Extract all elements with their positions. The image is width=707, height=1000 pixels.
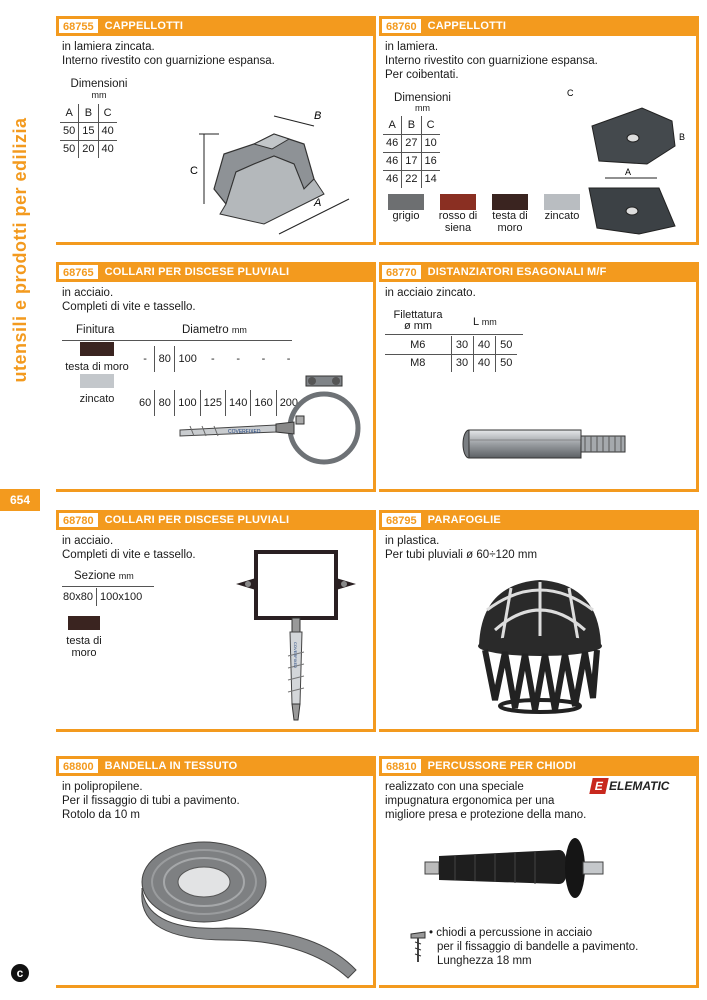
dimension-label-a: A	[314, 197, 322, 209]
desc-line: migliore presa e protezione della mano.	[385, 809, 587, 821]
product-title: BANDELLA IN TESSUTO	[104, 760, 238, 772]
note-line: per il fissaggio di bandelle a pavimento.	[437, 941, 639, 953]
desc-line: Per coibentati.	[385, 69, 459, 81]
dimensions-label: Dimensioni	[70, 78, 128, 90]
color-label: zincato	[79, 393, 115, 405]
table-cell: 20	[79, 140, 98, 158]
section-unit: mm	[118, 571, 134, 581]
color-swatch-grigio	[388, 194, 424, 210]
length-heading	[473, 316, 497, 328]
table-cell: 80	[155, 390, 175, 416]
desc-line: Interno rivestito con guarnizione espansa.	[385, 55, 598, 67]
panel-header	[379, 510, 696, 530]
table-cell: M8	[410, 357, 426, 370]
color-label: testa di moro	[492, 210, 528, 234]
desc-line: Per il fissaggio di tubi a pavimento.	[62, 795, 240, 807]
table-cell: 16	[421, 152, 440, 170]
table-row	[383, 170, 440, 188]
table-cell: M6	[385, 336, 451, 354]
product-panel-68770	[379, 262, 699, 492]
cap-illustration	[567, 76, 692, 241]
table-cell: 46	[383, 152, 402, 170]
table-cell: 50	[63, 143, 76, 156]
color-label: rosso di siena	[438, 210, 478, 234]
length-label: L	[473, 316, 479, 328]
fabric-tape-roll-illustration	[116, 832, 366, 980]
product-title: CAPPELLOTTI	[427, 20, 507, 32]
dimension-label-a: A	[625, 167, 632, 177]
dimensions-heading	[385, 92, 460, 113]
table-cell: 40	[473, 354, 495, 372]
product-panel-68755	[56, 16, 376, 245]
table-cell: 50	[495, 354, 517, 372]
product-panel-68795	[379, 510, 699, 732]
desc-line: in polipropilene.	[62, 781, 143, 793]
header-divider	[62, 586, 154, 587]
table-row	[60, 122, 117, 140]
table-cell: 40	[473, 336, 495, 354]
product-description	[56, 36, 373, 68]
product-title: CAPPELLOTTI	[104, 20, 184, 32]
table-cell: 10	[421, 134, 440, 152]
pipe-collar-illustration	[176, 370, 371, 488]
table-cell: 46	[386, 173, 399, 186]
product-title: DISTANZIATORI ESAGONALI M/F	[427, 266, 607, 278]
table-row	[383, 134, 440, 152]
desc-line: Interno rivestito con guarnizione espansa.	[62, 55, 275, 67]
table-cell: -	[236, 353, 240, 365]
product-title: COLLARI PER DISCESE PLUVIALI	[104, 266, 290, 278]
table-cell: 17	[402, 152, 421, 170]
table-cell: -	[210, 353, 215, 365]
product-panel-68810	[379, 756, 699, 988]
thread-unit: ø mm	[403, 320, 433, 332]
product-title: PARAFOGLIE	[427, 514, 501, 526]
desc-line: in lamiera.	[385, 41, 439, 53]
panel-header	[379, 262, 696, 282]
table-cell: 40	[98, 140, 117, 158]
table-cell: 125	[200, 390, 225, 416]
desc-line: Per tubi pluviali ø 60÷120 mm	[385, 549, 538, 561]
table-row	[383, 152, 440, 170]
square-collar-illustration	[228, 544, 368, 729]
table-cell: 200	[276, 390, 301, 416]
table-cell: 100	[175, 346, 200, 372]
desc-line: impugnatura ergonomica per una	[385, 795, 555, 807]
product-code: 68770	[381, 264, 422, 280]
section-label: Sezione	[74, 570, 116, 582]
product-code: 68800	[58, 758, 99, 774]
diameter-unit: mm	[231, 325, 247, 335]
product-description	[379, 776, 599, 822]
dimensions-heading	[64, 78, 134, 100]
section-heading	[74, 570, 134, 582]
table-cell: 15	[79, 122, 98, 140]
product-description	[379, 530, 696, 562]
spacer-table	[385, 336, 517, 372]
table-row	[60, 140, 117, 158]
thread-heading	[385, 310, 451, 332]
table-cell: -	[261, 353, 266, 365]
section-table	[60, 588, 145, 606]
panel-header	[379, 16, 696, 36]
product-description	[56, 282, 373, 314]
table-row	[385, 336, 517, 354]
table-cell: 40	[98, 122, 117, 140]
diameter-heading	[182, 324, 247, 336]
panel-header	[56, 510, 373, 530]
nail-note	[429, 926, 638, 968]
desc-line: realizzato con una speciale	[385, 781, 524, 793]
color-options	[385, 194, 583, 234]
table-cell: 80x80	[63, 591, 93, 603]
table-row	[136, 346, 301, 372]
color-swatch-testa-di-moro	[80, 342, 114, 356]
desc-line: in plastica.	[385, 535, 440, 547]
color-option	[62, 616, 106, 659]
table-cell: 46	[383, 134, 402, 152]
table-cell: 160	[251, 390, 276, 416]
product-panel-68765	[56, 262, 376, 492]
table-cell: -	[286, 353, 291, 365]
screw-brand-text: COVERFIXED	[293, 642, 298, 669]
table-row	[60, 588, 145, 606]
section-title: utensili e prodotti per edilizia	[10, 117, 30, 383]
color-label: testa di moro	[66, 635, 102, 659]
color-label: zincato	[544, 210, 580, 222]
color-label: grigio	[392, 210, 420, 222]
panel-header	[56, 756, 373, 776]
panel-header	[56, 262, 373, 282]
dimensions-unit: mm	[415, 103, 430, 113]
table-cell: 22	[402, 170, 421, 188]
desc-line: in acciaio.	[62, 287, 114, 299]
cap-illustration	[164, 94, 369, 239]
brand-logo	[591, 778, 669, 794]
table-cell: 60	[139, 397, 152, 409]
product-panel-68800	[56, 756, 376, 988]
dimension-label-b: B	[314, 110, 322, 122]
table-header: A	[383, 116, 402, 134]
product-description	[56, 776, 373, 822]
dimensions-unit: mm	[91, 90, 107, 100]
header-divider	[62, 340, 292, 341]
desc-line: Rotolo da 10 m	[62, 809, 140, 821]
sidebar	[0, 0, 40, 1000]
desc-line: in lamiera zincata.	[62, 41, 155, 53]
table-header: B	[79, 104, 98, 122]
product-code: 68780	[58, 512, 99, 528]
leaf-guard-illustration	[465, 570, 615, 720]
panel-header	[379, 756, 696, 776]
note-line: Lunghezza 18 mm	[437, 955, 532, 967]
dimensions-table	[60, 104, 117, 158]
product-code: 68755	[58, 18, 99, 34]
page-number: 654	[0, 489, 40, 511]
length-unit: mm	[481, 317, 497, 327]
panel-header	[56, 16, 373, 36]
brand-name: ELEMATIC	[609, 779, 670, 793]
table-cell: 80	[155, 346, 175, 372]
table-cell: 14	[421, 170, 440, 188]
product-code: 68760	[381, 18, 422, 34]
table-cell: 140	[225, 390, 250, 416]
color-swatch-testa-di-moro	[68, 616, 100, 630]
desc-line: Completi di vite e tassello.	[62, 301, 196, 313]
table-cell: 100	[175, 390, 200, 416]
header-divider	[385, 334, 523, 335]
dimensions-label: Dimensioni	[394, 92, 451, 104]
product-title: COLLARI PER DISCESE PLUVIALI	[104, 514, 290, 526]
color-option	[385, 194, 427, 234]
table-cell: 30	[451, 354, 473, 372]
elematic-logo-icon: E	[589, 778, 608, 794]
table-cell: 27	[402, 134, 421, 152]
finitura-label: Finitura	[76, 324, 115, 336]
product-code: 68810	[381, 758, 422, 774]
table-header: C	[421, 116, 440, 134]
table-cell: 100x100	[96, 588, 145, 606]
desc-line: in acciaio zincato.	[385, 287, 476, 299]
table-header: C	[98, 104, 117, 122]
color-option	[489, 194, 531, 234]
product-panel-68780	[56, 510, 376, 732]
table-header: A	[60, 104, 79, 122]
finish-row-testa-di-moro	[62, 342, 132, 373]
table-cell: 50	[60, 122, 79, 140]
table-cell: 50	[495, 336, 517, 354]
product-description	[379, 282, 696, 300]
dimension-label-c: C	[190, 165, 198, 177]
product-code: 68765	[58, 264, 99, 280]
color-swatch-testa-di-moro	[492, 194, 528, 210]
note-line: • chiodi a percussione in acciaio	[429, 927, 593, 939]
desc-line: in acciaio.	[62, 535, 114, 547]
hex-spacer-illustration	[459, 420, 639, 470]
dimensions-table	[383, 116, 440, 188]
dimension-label-c: C	[567, 88, 574, 98]
color-option	[437, 194, 479, 234]
thread-label: Filettatura	[393, 309, 443, 321]
finish-row-zincato	[62, 374, 132, 405]
copyright-icon: c	[11, 964, 29, 982]
product-code: 68795	[381, 512, 422, 528]
product-panel-68760	[379, 16, 699, 245]
color-swatch-zincato	[80, 374, 114, 388]
dimension-label-b: B	[679, 132, 686, 142]
color-swatch-rosso-di-siena	[440, 194, 476, 210]
diameter-label: Diametro	[182, 324, 229, 336]
table-cell: 30	[451, 336, 473, 354]
desc-line: Completi di vite e tassello.	[62, 549, 196, 561]
table-header: B	[402, 116, 421, 134]
table-cell: -	[143, 353, 147, 365]
screw-brand-text: COVERFIXED	[228, 429, 261, 435]
product-title: PERCUSSORE PER CHIODI	[427, 760, 577, 772]
table-row	[385, 354, 517, 372]
color-label: testa di moro	[65, 361, 129, 373]
